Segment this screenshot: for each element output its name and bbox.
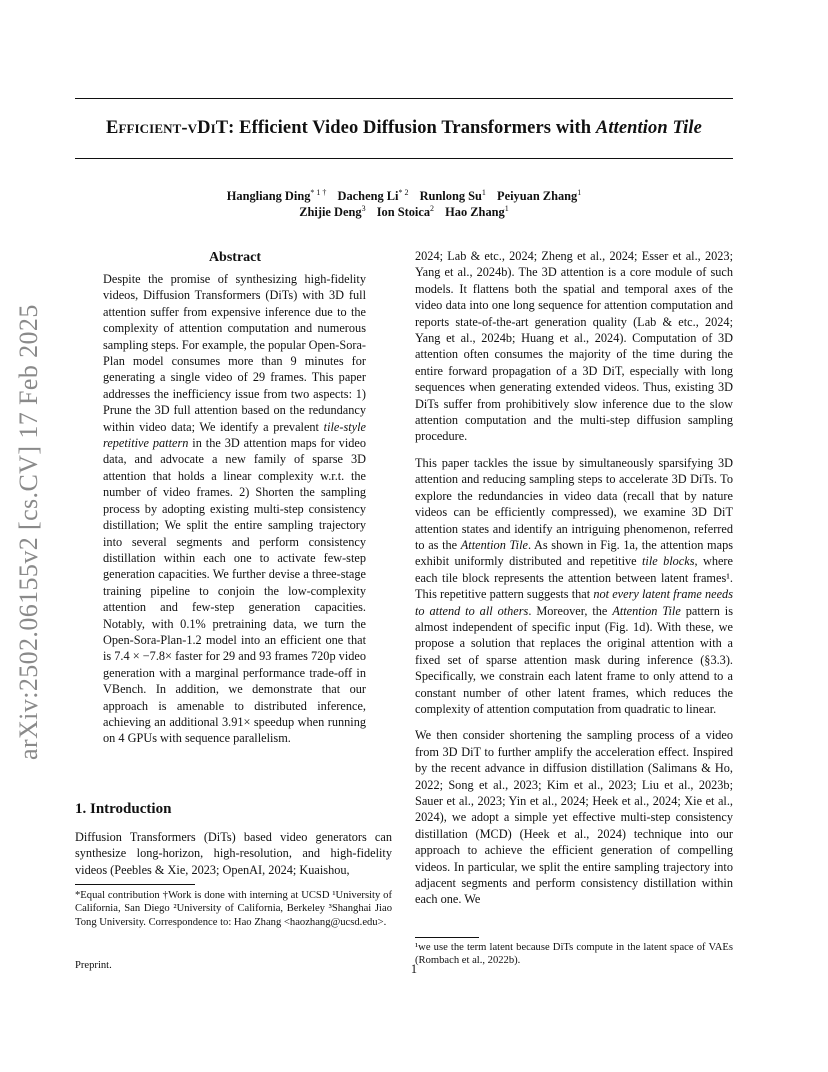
latent-footnote: ¹we use the term latent because DiTs compute in the latent space of VAEs (Rombach et al., 2022b). — [415, 942, 733, 967]
author-line-1 — [75, 188, 733, 204]
author: Zhijie Deng$^3$ — [299, 204, 366, 220]
arxiv-identifier: arXiv:2502.06155v2 [cs.CV] 17 Feb 2025 — [14, 304, 43, 760]
title-top-rule — [75, 98, 733, 99]
abstract-heading: Abstract — [208, 250, 262, 265]
paragraph: 2024; Lab & etc., 2024; Zheng et al., 2024; Esser et al., 2023; Yang et al., 2024b). The 3D attention is a core module of such models. It flattens both the spatial and temporal axes of the video data into one long sequence for attention computation and reports state-of-the-art generation quality (Lab & etc., 2024; Yang et al., 2024b; Huang et al., 2024). Computation of 3D attention often consumes the majority of the time during the entire forward propagation of a 3D DiT, especially with long sequences when generating extended videos. Thus, existing 3D DiTs suffer from prohibitively slow inference due to the slow attention computation and the multi-step diffusion sampling procedure. — [415, 249, 733, 444]
abstract-body: Despite the promise of synthesizing high-fidelity videos, Diffusion Transformers (DiTs) with 3D full attention suffer from expensive inference due to the complexity of attention computation and numerous sampling steps. For example, the popular Open-Sora-Plan model consumes more than 9 minutes for generating a single video of 29 frames. This paper addresses the inefficiency issue from two aspects: 1) Prune the 3D full attention based on the redundancy within video data; We identify a prevalent tile-style repetitive pattern in the 3D attention maps for video data, and advocate a new family of sparse 3D attention that holds a linear complexity w.r.t. the number of video frames. 2) Shorten the sampling process by adopting existing multi-step consistency distillation; We split the entire sampling trajectory into several segments and perform consistency distillation within each one to activate few-step generation capacities. We further devise a three-stage training pipeline to conjoin the low-complexity attention and few-step generation capacities. Notably, with 0.1% pretraining data, we turn the Open-Sora-Plan-1.2 model into an efficient one that is 7.4 × −7.8× faster for 29 and 93 frames 720p video generation with a marginal performance trade-off in VBench. In addition, we demonstrate that our approach is amenable to distributed inference, achieving an additional 3.91× speedup when running on 4 GPUs with sequence parallelism. — [103, 272, 366, 746]
right-column-text — [415, 248, 733, 908]
title-method-name: Efficient-vDiT — [106, 118, 229, 138]
preprint-label: Preprint. — [75, 960, 112, 971]
intro-left-text: Diffusion Transformers (DiTs) based video generators can synthesize long-horizon, high-resolution, and high-fidelity videos (Peebles & Xie, 2023; OpenAI, 2024; Kuaishou, — [75, 830, 392, 877]
author: Runlong Su$^1$ — [419, 188, 486, 204]
footnote-rule-right — [415, 937, 479, 938]
title-bottom-rule — [75, 158, 733, 159]
affiliation-footnote: *Equal contribution †Work is done with interning at UCSD ¹University of California, San Diego ²University of California, Berkeley ³Shanghai Jiao Tong University. Correspondence to: Hao Zhang <haozhang@ucsd.edu>. — [75, 890, 392, 928]
paragraph: We then consider shortening the sampling process of a video from 3D DiT to further amplify the acceleration effect. Inspired by the recent advance in diffusion distillation (Salimans & Ho, 2022; Song et al., 2023; Kim et al., 2023; Liu et al., 2023b; Sauer et al., 2023; Yin et al., 2024; Heek et al., 2024; Xie et al., 2024), we adopt a simple yet effective multi-step consistency distillation (MCD) (Heek et al., 2024) technique into our approach to achieve the efficient generation of compelling videos. In particular, we split the entire sampling trajectory into adjacent segments and perform consistency distillation within each one. We — [415, 728, 733, 907]
section-heading-introduction: 1. Introduction — [75, 801, 172, 817]
author-line-2 — [75, 204, 733, 220]
paper-title — [75, 118, 733, 139]
author: Ion Stoica$^2$ — [376, 204, 435, 220]
author: Hao Zhang$^1$ — [445, 204, 509, 220]
title-main: : Efficient Video Diffusion Transformers with — [228, 118, 596, 138]
footnote-rule-left — [75, 884, 195, 885]
page-number: 1 — [410, 962, 418, 976]
author: Peiyuan Zhang$^1$ — [497, 188, 582, 204]
title-italic: Attention Tile — [595, 118, 702, 138]
author: Hangliang Ding$^{* 1 \dagger}$ — [226, 188, 327, 204]
author: Dacheng Li$^{* 2}$ — [337, 188, 409, 204]
paragraph: This paper tackles the issue by simultaneously sparsifying 3D attention and reducing sampling steps to accelerate 3D DiTs. To explore the redundancies in video data (recall that by nature videos can be efficiently compressed), we examine 3D DiT attention states and identify an intriguing phenomenon, referred to as the Attention Tile. As shown in Fig. 1a, the attention maps exhibit uniformly distributed and repetitive tile blocks, where each tile block represents the attention between latent frames¹. This repetitive pattern suggests that not every latent frame needs to attend to all others. Moreover, the Attention Tile pattern is almost independent of specific input (Fig. 1d). With these, we propose a solution that replaces the original attention with a fixed set of sparse attention mask during inference (§3.3). Specifically, we constrain each latent frame to only attend to a constant number of other latent frames, which reduces the complexity of attention computation from quadratic to linear. — [415, 455, 734, 716]
